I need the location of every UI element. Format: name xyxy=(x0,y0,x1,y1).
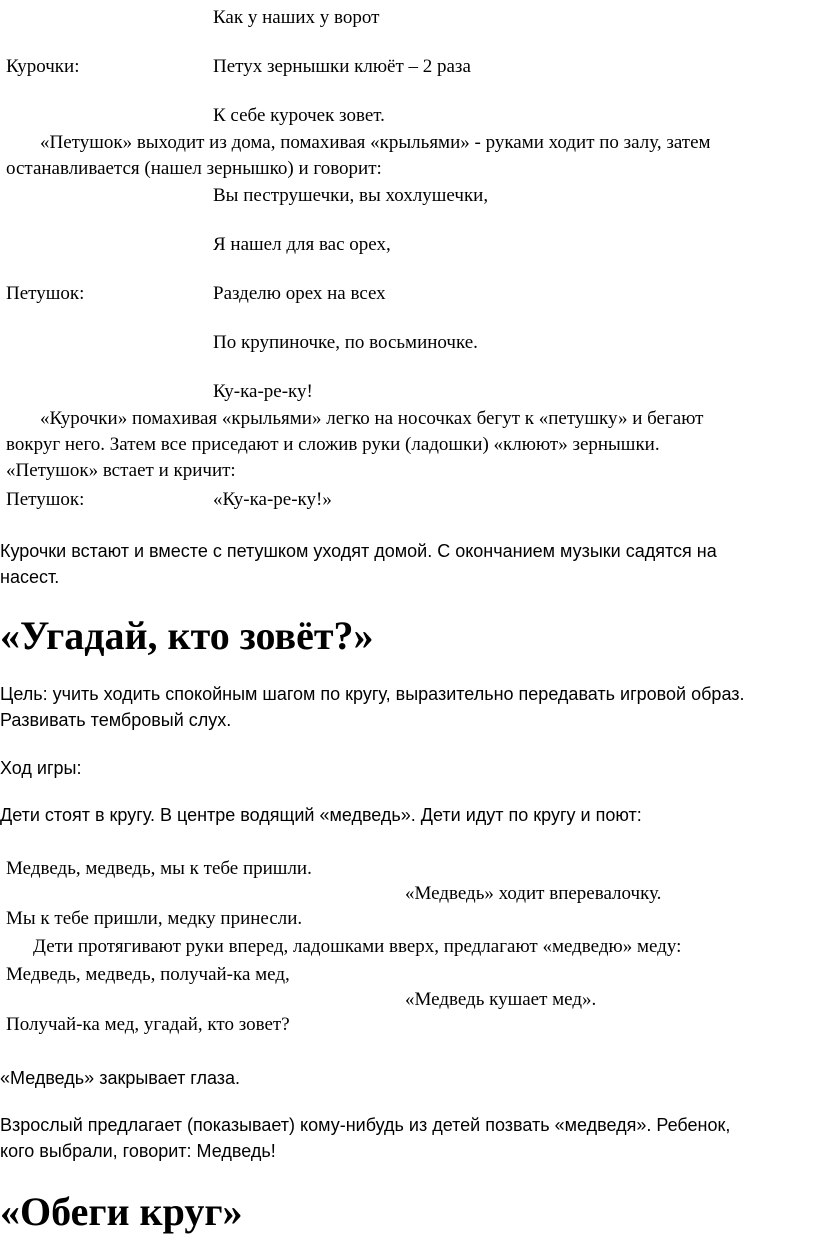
game2-adult-line2: кого выбрали, говорит: Медведь! xyxy=(0,1141,276,1161)
para3-line1: Курочки встают и вместе с петушком уходят домой. С окончанием музыки садятся на xyxy=(0,541,717,561)
verse2-line1: Вы пеструшечки, вы хохлушечки, xyxy=(213,185,489,206)
para2-line3: «Петушок» встает и кричит: xyxy=(6,460,236,481)
para3-line2: насест. xyxy=(0,567,60,587)
game2-action2: «Медведь кушает мед». xyxy=(405,989,597,1010)
game2-closes: «Медведь» закрывает глаза. xyxy=(0,1068,241,1088)
game2-course: Ход игры: xyxy=(0,758,82,778)
game2-goal-line2: Развивать тембровый слух. xyxy=(0,710,232,730)
verse2-line4: По крупиночке, по восьминочке. xyxy=(213,332,478,353)
verse1-speaker: Курочки: xyxy=(6,56,80,77)
game2-adult-line1: Взрослый предлагает (показывает) кому-нибудь из детей позвать «медведя». Ребенок, xyxy=(0,1115,731,1135)
para2-line2: вокруг него. Затем все приседают и сложив руки (ладошки) «клюют» зернышки. xyxy=(6,434,660,455)
shout-text: «Ку-ка-ре-ку!» xyxy=(213,489,332,510)
para1-line1: «Петушок» выходит из дома, помахивая «крыльями» - руками ходит по залу, затем xyxy=(40,132,711,153)
game2-song2: Мы к тебе пришли, медку принесли. xyxy=(6,908,303,929)
game3-title: «Обеги круг» xyxy=(0,1189,243,1234)
game2-offer: Дети протягивают руки вперед, ладошками вверх, предлагают «медведю» меду: xyxy=(33,936,682,957)
verse1-line1: Как у наших у ворот xyxy=(213,7,380,28)
verse2-line3: Разделю орех на всех xyxy=(213,283,386,304)
verse1-line3: К себе курочек зовет. xyxy=(213,105,385,126)
verse2-line2: Я нашел для вас орех, xyxy=(213,234,391,255)
game2-title: «Угадай, кто зовёт?» xyxy=(0,613,374,658)
shout-speaker: Петушок: xyxy=(6,489,85,510)
game2-action1: «Медведь» ходит вперевалочку. xyxy=(405,883,662,904)
para1-line2: останавливается (нашел зернышко) и говорит: xyxy=(6,158,382,179)
verse2-speaker: Петушок: xyxy=(6,283,85,304)
para2-line1: «Курочки» помахивая «крыльями» легко на носочках бегут к «петушку» и бегают xyxy=(40,408,704,429)
verse2-line5: Ку-ка-ре-ку! xyxy=(213,381,313,402)
game2-song4: Получай-ка мед, угадай, кто зовет? xyxy=(6,1014,290,1035)
game2-goal-line1: Цель: учить ходить спокойным шагом по кругу, выразительно передавать игровой образ. xyxy=(0,684,745,704)
game2-song3: Медведь, медведь, получай-ка мед, xyxy=(6,964,290,985)
game2-intro: Дети стоят в кругу. В центре водящий «медведь». Дети идут по кругу и поют: xyxy=(0,805,642,825)
verse1-line2: Петух зернышки клюёт – 2 раза xyxy=(213,56,471,77)
game2-song1: Медведь, медведь, мы к тебе пришли. xyxy=(6,858,312,879)
